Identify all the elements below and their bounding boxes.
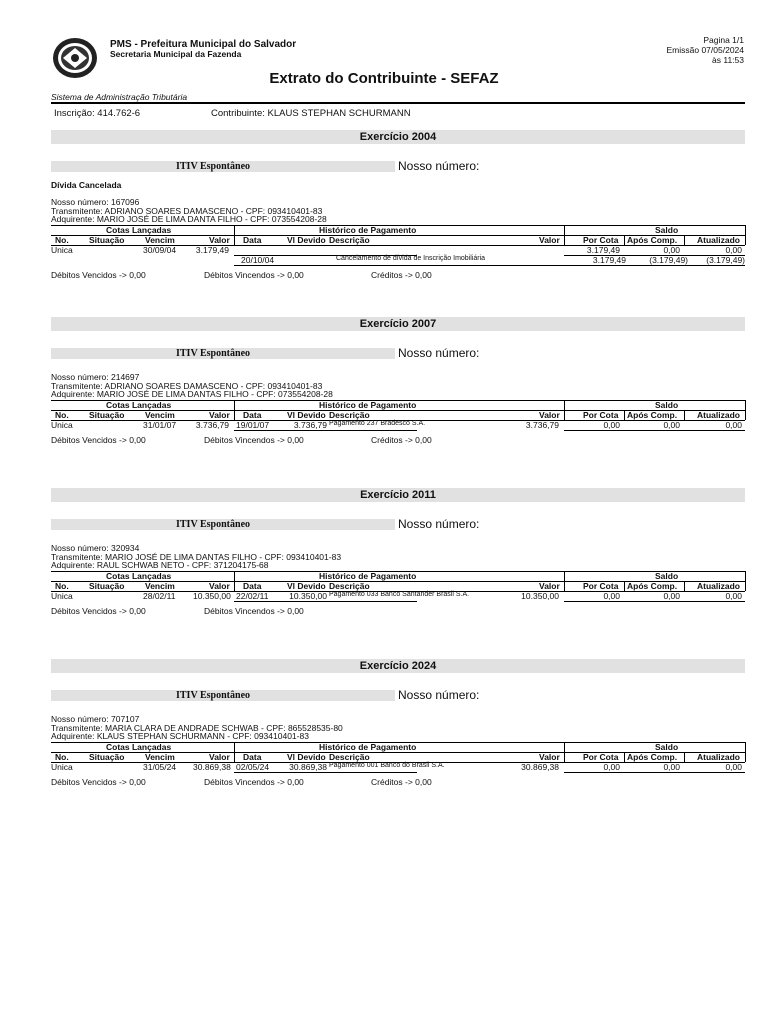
- contribuinte: Contribuinte: KLAUS STEPHAN SCHURMANN: [211, 108, 411, 119]
- col-vl-devido: Vl Devido: [287, 235, 326, 245]
- col-vencim: Vencim: [145, 410, 175, 420]
- nosso-numero-caption: Nosso número:: [398, 688, 480, 702]
- row-rule: [234, 601, 417, 602]
- nosso-numero: Nosso número: 167096: [51, 197, 140, 207]
- exercise-title: Exercício 2011: [51, 488, 745, 502]
- col-data: Data: [243, 581, 262, 591]
- cell-descricao: Cancelamento de dívida de Inscrição Imobiliária: [336, 255, 486, 262]
- col-group-cotas: Cotas Lançadas: [106, 400, 172, 410]
- row-rule: [684, 601, 745, 602]
- col-apos-comp: Após Comp.: [627, 410, 678, 420]
- nosso-numero-caption: Nosso número:: [398, 517, 480, 531]
- col-vl-devido: Vl Devido: [287, 410, 326, 420]
- debitos-vincendos: Débitos Vincendos -> 0,00: [204, 777, 304, 787]
- payment-table: [51, 742, 745, 782]
- itiv-label: ITIV Espontâneo: [176, 348, 251, 359]
- col-valor: Valor: [209, 581, 230, 591]
- cell-descricao: Pagamento 033 Banco Santander Brasil S.A.: [329, 591, 470, 598]
- cell-data: 19/01/07: [236, 420, 270, 430]
- debitos-vincendos: Débitos Vincendos -> 0,00: [204, 435, 304, 445]
- parties-info: [51, 373, 333, 399]
- col-vl-devido: Vl Devido: [287, 581, 326, 591]
- col-situacao: Situação: [89, 752, 125, 762]
- col-apos-comp: Após Comp.: [627, 752, 678, 762]
- cell-valor2: 30.869,38: [521, 762, 559, 772]
- nosso-numero-caption: Nosso número:: [398, 159, 480, 173]
- table-rule: [745, 742, 746, 762]
- col-por-cota: Por Cota: [583, 752, 619, 762]
- nosso-numero: Nosso número: 214697: [51, 372, 140, 382]
- table-rule: [234, 742, 235, 762]
- cell-apos: 0,00: [663, 420, 680, 430]
- debitos-vencidos: Débitos Vencidos -> 0,00: [51, 270, 146, 280]
- table-rule: [564, 400, 565, 420]
- header-divider: [51, 102, 745, 104]
- col-group-saldo: Saldo: [655, 571, 679, 581]
- table-rule: [564, 571, 565, 591]
- cell-por-cota: 3.179,49: [592, 255, 626, 265]
- nosso-numero: Nosso número: 320934: [51, 543, 140, 553]
- exercise-title: Exercício 2004: [51, 130, 745, 144]
- exercise-section: [0, 659, 768, 837]
- transmitente: Transmitente: ADRIANO SOARES DAMASCENO - CPF: 093410401-83: [51, 380, 323, 391]
- col-por-cota: Por Cota: [583, 235, 619, 245]
- cell-atual: (3.179,49): [706, 255, 745, 265]
- col-group-historico: Histórico de Pagamento: [319, 225, 417, 235]
- col-no: No.: [55, 410, 69, 420]
- row-rule: [684, 772, 745, 773]
- cell-no: Unica: [51, 245, 73, 255]
- cell-data: 22/02/11: [236, 591, 269, 601]
- row-rule: [564, 430, 624, 431]
- row-rule: [564, 772, 624, 773]
- col-group-cotas: Cotas Lançadas: [106, 742, 172, 752]
- debitos-vencidos: Débitos Vencidos -> 0,00: [51, 606, 146, 616]
- col-atualizado: Atualizado: [697, 410, 740, 420]
- nosso-numero-caption: Nosso número:: [398, 346, 480, 360]
- cell-atual: 0,00: [725, 420, 742, 430]
- table-rule: [564, 742, 565, 762]
- col-apos-comp: Após Comp.: [627, 581, 678, 591]
- emission-date: Emissão 07/05/2024: [666, 45, 744, 55]
- itiv-label: ITIV Espontâneo: [176, 690, 251, 701]
- debitos-vencidos: Débitos Vencidos -> 0,00: [51, 777, 146, 787]
- cell-por-cota: 0,00: [603, 420, 620, 430]
- col-valor: Valor: [209, 752, 230, 762]
- cell-atual: 0,00: [725, 245, 742, 255]
- transmitente: Transmitente: MARIA CLARA DE ANDRADE SCHWAB - CPF: 865528535-80: [51, 722, 343, 733]
- creditos: Créditos -> 0,00: [371, 777, 432, 787]
- cell-atual: 0,00: [725, 762, 742, 772]
- itiv-label: ITIV Espontâneo: [176, 519, 251, 530]
- col-no: No.: [55, 752, 69, 762]
- cell-vl-devido: 30.869,38: [289, 762, 327, 772]
- exercise-title: Exercício 2024: [51, 659, 745, 673]
- col-valor2: Valor: [539, 581, 560, 591]
- cell-vencim: 31/05/24: [143, 762, 177, 772]
- org-name: PMS - Prefeitura Municipal do Salvador: [110, 39, 297, 50]
- cell-valor: 10.350,00: [193, 591, 231, 601]
- adquirente: Adquirente: KLAUS STEPHAN SCHURMANN - CPF: 093410401-83: [51, 731, 309, 741]
- col-descricao: Descrição: [329, 235, 370, 245]
- exercise-section: [0, 317, 768, 495]
- table-rule: [624, 581, 625, 591]
- debitos-vincendos: Débitos Vincendos -> 0,00: [204, 270, 304, 280]
- org-department: Secretaria Municipal da Fazenda: [110, 49, 242, 59]
- cell-atual: 0,00: [725, 591, 742, 601]
- col-no: No.: [55, 235, 69, 245]
- itiv-header: [51, 161, 395, 172]
- col-atualizado: Atualizado: [697, 235, 740, 245]
- col-vencim: Vencim: [145, 235, 175, 245]
- col-data: Data: [243, 235, 262, 245]
- debitos-vencidos: Débitos Vencidos -> 0,00: [51, 435, 146, 445]
- table-rule: [624, 235, 625, 245]
- itiv-header: [51, 690, 395, 701]
- itiv-header: [51, 519, 395, 530]
- cell-data: 20/10/04: [241, 255, 275, 265]
- page-number: Pagina 1/1: [703, 35, 744, 45]
- cell-no: Unica: [51, 591, 73, 601]
- itiv-label: ITIV Espontâneo: [176, 161, 251, 172]
- exercise-section: [0, 488, 768, 666]
- adquirente: Adquirente: MARIO JOSÉ DE LIMA DANTA FILHO - CPF: 073554208-28: [51, 214, 327, 224]
- cell-vencim: 30/09/04: [143, 245, 177, 255]
- parties-info: [51, 198, 327, 224]
- cell-vl-devido: 3.736,79: [293, 420, 327, 430]
- adquirente: Adquirente: MARIO JOSÉ DE LIMA DANTAS FILHO - CPF: 073554208-28: [51, 389, 333, 399]
- col-data: Data: [243, 752, 262, 762]
- col-vl-devido: Vl Devido: [287, 752, 326, 762]
- itiv-header: [51, 348, 395, 359]
- cell-apos: 0,00: [663, 591, 680, 601]
- emission-time: às 11:53: [712, 55, 744, 65]
- col-por-cota: Por Cota: [583, 581, 619, 591]
- col-no: No.: [55, 581, 69, 591]
- col-group-historico: Histórico de Pagamento: [319, 400, 417, 410]
- cell-descricao: Pagamento 237 Bradesco S.A.: [329, 420, 426, 427]
- row-rule: [624, 772, 684, 773]
- table-rule: [234, 571, 235, 591]
- table-rule: [745, 571, 746, 591]
- cell-apos: 0,00: [663, 762, 680, 772]
- cell-vencim: 31/01/07: [143, 420, 177, 430]
- col-group-cotas: Cotas Lançadas: [106, 571, 172, 581]
- transmitente: Transmitente: MARIO JOSÉ DE LIMA DANTAS FILHO - CPF: 093410401-83: [51, 551, 342, 562]
- table-rule: [684, 581, 685, 591]
- cell-apos: 0,00: [663, 245, 680, 255]
- payment-table: [51, 400, 745, 440]
- table-rule: [234, 225, 235, 245]
- table-rule: [564, 225, 565, 245]
- col-descricao: Descrição: [329, 410, 370, 420]
- exercise-section: [0, 130, 768, 308]
- payment-table: [51, 225, 745, 265]
- col-data: Data: [243, 410, 262, 420]
- col-apos-comp: Após Comp.: [627, 235, 678, 245]
- table-rule: [745, 400, 746, 420]
- table-rule: [684, 235, 685, 245]
- payment-table: [51, 571, 745, 611]
- page-title: Extrato do Contribuinte - SEFAZ: [269, 70, 499, 87]
- col-group-saldo: Saldo: [655, 742, 679, 752]
- adquirente: Adquirente: RAUL SCHWAB NETO - CPF: 371204175-68: [51, 560, 269, 570]
- divida-status: Dívida Cancelada: [51, 180, 122, 190]
- cell-valor2: 3.736,79: [525, 420, 559, 430]
- col-vencim: Vencim: [145, 752, 175, 762]
- page-info: [667, 35, 745, 65]
- cell-por-cota: 0,00: [603, 762, 620, 772]
- cell-por-cota: 3.179,49: [586, 245, 620, 255]
- col-group-saldo: Saldo: [655, 225, 679, 235]
- col-vencim: Vencim: [145, 581, 175, 591]
- row-rule: [624, 601, 684, 602]
- row-rule: [624, 430, 684, 431]
- col-descricao: Descrição: [329, 581, 370, 591]
- col-group-historico: Histórico de Pagamento: [319, 571, 417, 581]
- cell-valor: 3.179,49: [195, 245, 229, 255]
- cell-valor: 30.869,38: [193, 762, 231, 772]
- transmitente: Transmitente: ADRIANO SOARES DAMASCENO - CPF: 093410401-83: [51, 205, 323, 216]
- col-valor2: Valor: [539, 235, 560, 245]
- table-rule: [684, 752, 685, 762]
- inscricao: Inscrição: 414.762-6: [54, 108, 141, 119]
- parties-info: [51, 544, 341, 570]
- nosso-numero: Nosso número: 707107: [51, 714, 140, 724]
- system-name: Sistema de Administração Tributária: [51, 92, 188, 102]
- table-rule: [745, 225, 746, 245]
- col-group-cotas: Cotas Lançadas: [106, 225, 172, 235]
- col-group-historico: Histórico de Pagamento: [319, 742, 417, 752]
- table-rule: [234, 400, 235, 420]
- creditos: Créditos -> 0,00: [371, 270, 432, 280]
- cell-por-cota: 0,00: [603, 591, 620, 601]
- col-situacao: Situação: [89, 235, 125, 245]
- cell-valor2: 10.350,00: [521, 591, 559, 601]
- cell-apos: (3.179,49): [649, 255, 688, 265]
- cell-no: Unica: [51, 420, 73, 430]
- exercise-title: Exercício 2007: [51, 317, 745, 331]
- debitos-vincendos: Débitos Vincendos -> 0,00: [204, 606, 304, 616]
- col-descricao: Descrição: [329, 752, 370, 762]
- col-valor2: Valor: [539, 410, 560, 420]
- col-valor2: Valor: [539, 752, 560, 762]
- row-rule: [564, 601, 624, 602]
- col-situacao: Situação: [89, 410, 125, 420]
- cell-valor: 3.736,79: [195, 420, 229, 430]
- col-valor: Valor: [209, 235, 230, 245]
- creditos: Créditos -> 0,00: [371, 435, 432, 445]
- cell-vl-devido: 10.350,00: [289, 591, 327, 601]
- cell-descricao: Pagamento 001 Banco do Brasil S.A.: [329, 762, 445, 769]
- table-rule: [624, 752, 625, 762]
- row-rule: [234, 265, 745, 266]
- cell-no: Unica: [51, 762, 73, 772]
- col-atualizado: Atualizado: [697, 581, 740, 591]
- col-atualizado: Atualizado: [697, 752, 740, 762]
- col-valor: Valor: [209, 410, 230, 420]
- row-rule: [684, 430, 745, 431]
- table-rule: [684, 410, 685, 420]
- col-group-saldo: Saldo: [655, 400, 679, 410]
- row-rule: [234, 430, 417, 431]
- cell-vencim: 28/02/11: [143, 591, 176, 601]
- row-rule: [234, 772, 417, 773]
- col-por-cota: Por Cota: [583, 410, 619, 420]
- parties-info: [51, 715, 343, 741]
- cell-data: 02/05/24: [236, 762, 270, 772]
- table-rule: [624, 410, 625, 420]
- col-situacao: Situação: [89, 581, 125, 591]
